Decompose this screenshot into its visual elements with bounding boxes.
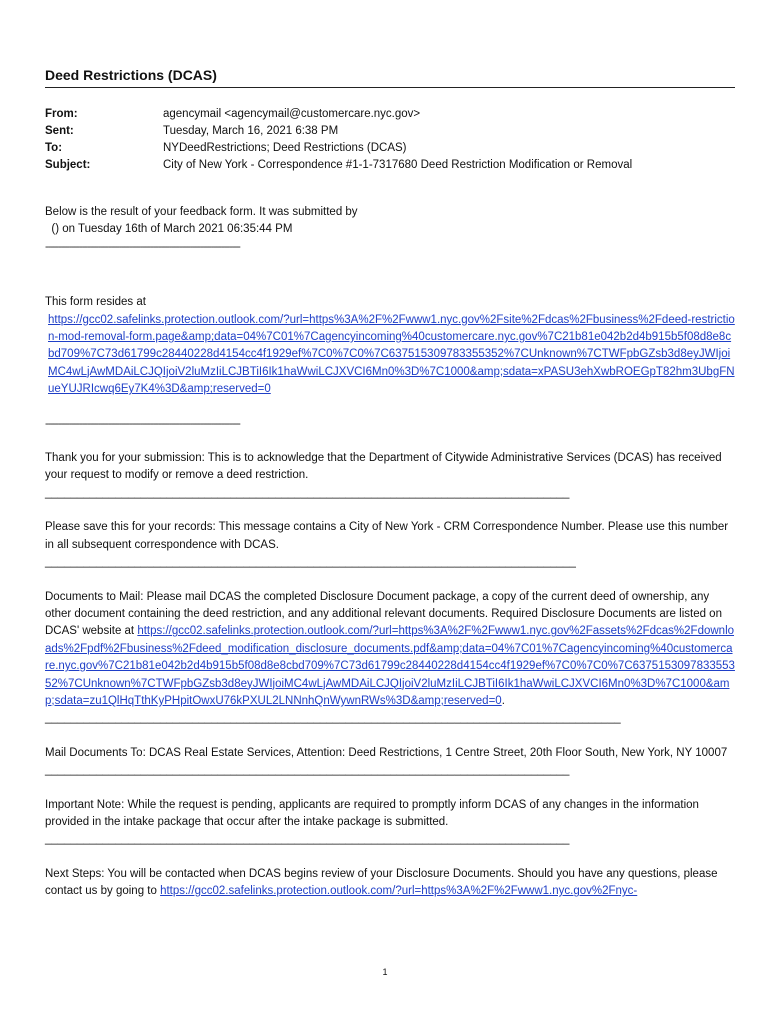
header-subject-row [45,157,735,174]
header-from-row [45,106,735,123]
disclosure-documents-link[interactable]: https://gcc02.safelinks.protection.outlook.com/?url=https%3A%2F%2Fwww1.nyc.gov%2Fassets%2Fdcas%2Fdownloads%2Fpdf%2Fbusiness%2Fdeed_modification_disclosure_documents.pdf&amp;data=04%7C01%7Cagencyincoming%40customercare.nyc.gov%7C21b81e042b2d4b915b5f08d8e8cbd709%7C73d61799c28440228d4154cc4f1929ef%7C0%7C0%7C637515309783355352%7CUnknown%7CTWFpbGZsb3d8eyJWIjoiMC4wLjAwMDAiLCJQIjoiV2luMzIiLCJBTiI6Ik1haWwiLCJXVCI6Mn0%3D%7C1000&amp;sdata=zu1QlHqTthKyPHpitOwxU76kPXUL2LNNnhQnWywnRWs%3D&amp;reserved=0 [45,625,735,707]
page-number: 1 [382,967,388,977]
next-steps-text: Next Steps: You will be contacted when DCAS begins review of your Disclosure Documents. Should you have any questions, please contact us by going to [45,867,718,898]
email-header [45,106,735,174]
contact-link[interactable]: https://gcc02.safelinks.protection.outlook.com/?url=https%3A%2F%2Fwww1.nyc.gov%2Fnyc- [160,885,638,898]
next-steps-paragraph [45,866,735,901]
resides-label: This form resides at [45,296,146,309]
separator-bottom: -------------------------------------------------------------------------- [45,417,240,430]
sent-label: Sent: [45,125,74,137]
form-page-link[interactable]: https://gcc02.safelinks.protection.outlook.com/?url=https%3A%2F%2Fwww1.nyc.gov%2Fsite%2Fdcas%2Fbusiness%2Fdeed-restriction-mod-removal-form.page&amp;data=04%7C01%7Cagencyincoming%40customercare.nyc.gov%7C21b81e042b2d4b915b5f08d8e8cbd709%7C73d61799c28440228d4154cc4f1929ef%7C0%7C0%7C637515309783355352%7CUnknown%7CTWFpbGZsb3d8eyJWIjoiMC4wLjAwMDAiLCJQIjoiV2luMzIiLCJBTiI6Ik1haWwiLCJXVCI6Mn0%3D%7C1000&amp;sdata=xPASU3ehXwbROEGpT82hm3UbgFNueYUJRIcwq6Ey7K4%3D&amp;reserved=0 [48,313,735,396]
documents-to-mail-paragraph [45,589,735,728]
subject-value: City of New York - Correspondence #1-1-7317680 Deed Restriction Modification or Removal [163,159,633,171]
documents-text: Documents to Mail: Please mail DCAS the completed Disclosure Document package, a copy of the current deed of ownership, any other document containing the deed restriction, and any additional relevant documents. Required Disclosure Documents are listed on DCAS' website at [45,590,722,638]
document-title: Deed Restrictions (DCAS) [45,66,735,88]
header-to-row [45,140,735,157]
email-document [45,66,735,901]
email-body [45,204,735,901]
to-value: NYDeedRestrictions; Deed Restrictions (DCAS) [163,142,407,154]
separator-top: -------------------------------------------------------------------------- [45,240,240,253]
to-label: To: [45,142,63,154]
header-sent-row [45,123,735,140]
save-records-paragraph: Please save this for your records: This message contains a City of New York - CRM Correspondence Number. Please use this number in all subsequent correspondence with DCAS. ___________________________________________________________________________________ [45,521,729,569]
from-value: agencymail <agencymail@customercare.nyc.gov> [163,108,421,120]
important-note-paragraph: Important Note: While the request is pending, applicants are required to promptly inform DCAS of any changes in the information provided in the intake package that occur after the intake package is submitted. __________________________________________________________________________________ [45,798,699,846]
thank-you-paragraph: Thank you for your submission: This is to acknowledge that the Department of Citywide Administrative Services (DCAS) has received your request to modify or remove a deed restriction. __________________________________________________________________________________ [45,452,722,499]
mail-documents-to-paragraph: Mail Documents To: DCAS Real Estate Services, Attention: Deed Restrictions, 1 Centre Street, 20th Floor South, New York, NY 10007 __________________________________________________________________________________ [45,746,728,777]
sent-value: Tuesday, March 16, 2021 6:38 PM [163,125,339,137]
subject-label: Subject: [45,159,91,171]
intro-line-1: Below is the result of your feedback form. It was submitted by [45,206,358,218]
intro-line-2: () on Tuesday 16th of March 2021 06:35:44 PM [45,223,293,236]
documents-tail: . __________________________________________________________________________________________ [45,694,621,725]
from-label: From: [45,108,78,120]
